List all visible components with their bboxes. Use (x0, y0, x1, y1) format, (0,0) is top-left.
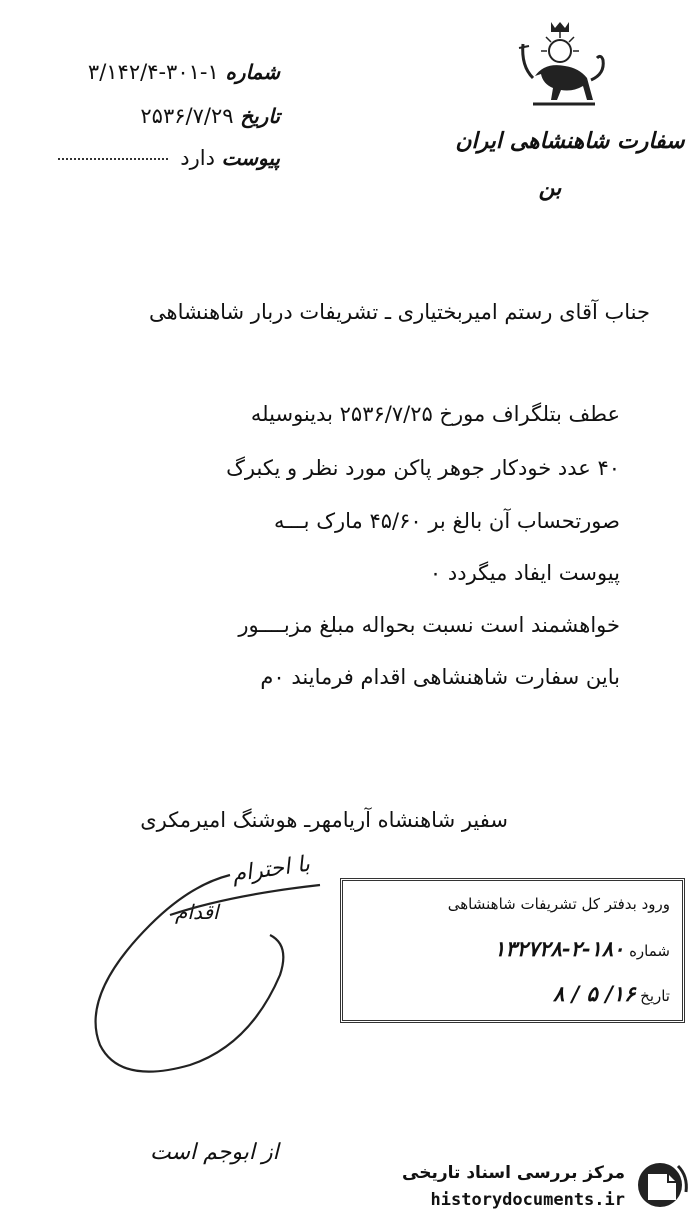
stamp-date-label: تاریخ (640, 987, 670, 1005)
addressee: جناب آقای رستم امیربختیاری ـ تشریفات دربار شاهنشاهی (149, 300, 650, 324)
footer-title: مرکز بررسی اسناد تاریخی (402, 1163, 625, 1183)
embassy-name: سفارت شاهنشاهی ایران (455, 128, 685, 154)
stamp-number-label: شماره (629, 942, 670, 960)
embassy-city: بن (538, 175, 562, 201)
attachment-label: پیوست (221, 146, 280, 170)
dotted-line (58, 158, 168, 160)
stamp-date-value: ۱۶/ ۵ / ۸ (552, 981, 636, 1006)
letter-line-5: خواهشمند است نسبت بحواله مبلغ مزبــــور (238, 613, 620, 637)
attachment-value: دارد (180, 146, 215, 170)
letter-line-6: باین سفارت شاهنشاهی اقدام فرمایند ۰م (260, 665, 620, 689)
stamp-date (553, 981, 670, 1006)
letter-line-1: عطف بتلگراف مورخ ۲۵۳۶/۷/۲۵ بدینوسیله (250, 402, 620, 426)
letter-line-4: پیوست ایفاد میگردد ۰ (429, 561, 620, 585)
letter-line-3: صورتحساب آن بالغ بر ۴۵/۶۰ مارک بـــه (273, 509, 620, 533)
registry-stamp (340, 878, 685, 1023)
stamp-title: ورود بدفتر کل تشریفات شاهنشاهی (447, 895, 670, 913)
date-value: ۲۵۳۶/۷/۲۹ (140, 104, 234, 128)
letter-line-2: ۴۰ عدد خودکار جوهر پاکن مورد نظر و یکبرگ (226, 456, 620, 480)
date-label: تاریخ (240, 104, 280, 128)
signature-line: سفیر شاهنشاه آریامهرـ هوشنگ امیرمکری (140, 808, 508, 832)
stamp-number (494, 936, 670, 961)
footer-url[interactable]: historydocuments.ir (430, 1190, 625, 1210)
history-documents-logo-icon (634, 1160, 690, 1210)
handwritten-note-mid: اقدام (175, 900, 219, 924)
handwritten-note-top: با احترام (230, 851, 312, 888)
number-label: شماره (225, 60, 280, 84)
handwritten-scribble-icon (70, 855, 330, 1085)
stamp-number-value: ۱۸۰-۲-۱۳۲۷۲۸ (494, 936, 625, 961)
letter-number (88, 60, 280, 84)
lion-and-sun-emblem-icon (505, 18, 615, 113)
letter-attachment (58, 146, 280, 170)
letter-date (140, 104, 280, 128)
number-value: ۱-۳۰۱-۳/۱۴۲/۴ (87, 60, 219, 84)
handwritten-note-bottom: از ابوجم است (150, 1140, 279, 1165)
